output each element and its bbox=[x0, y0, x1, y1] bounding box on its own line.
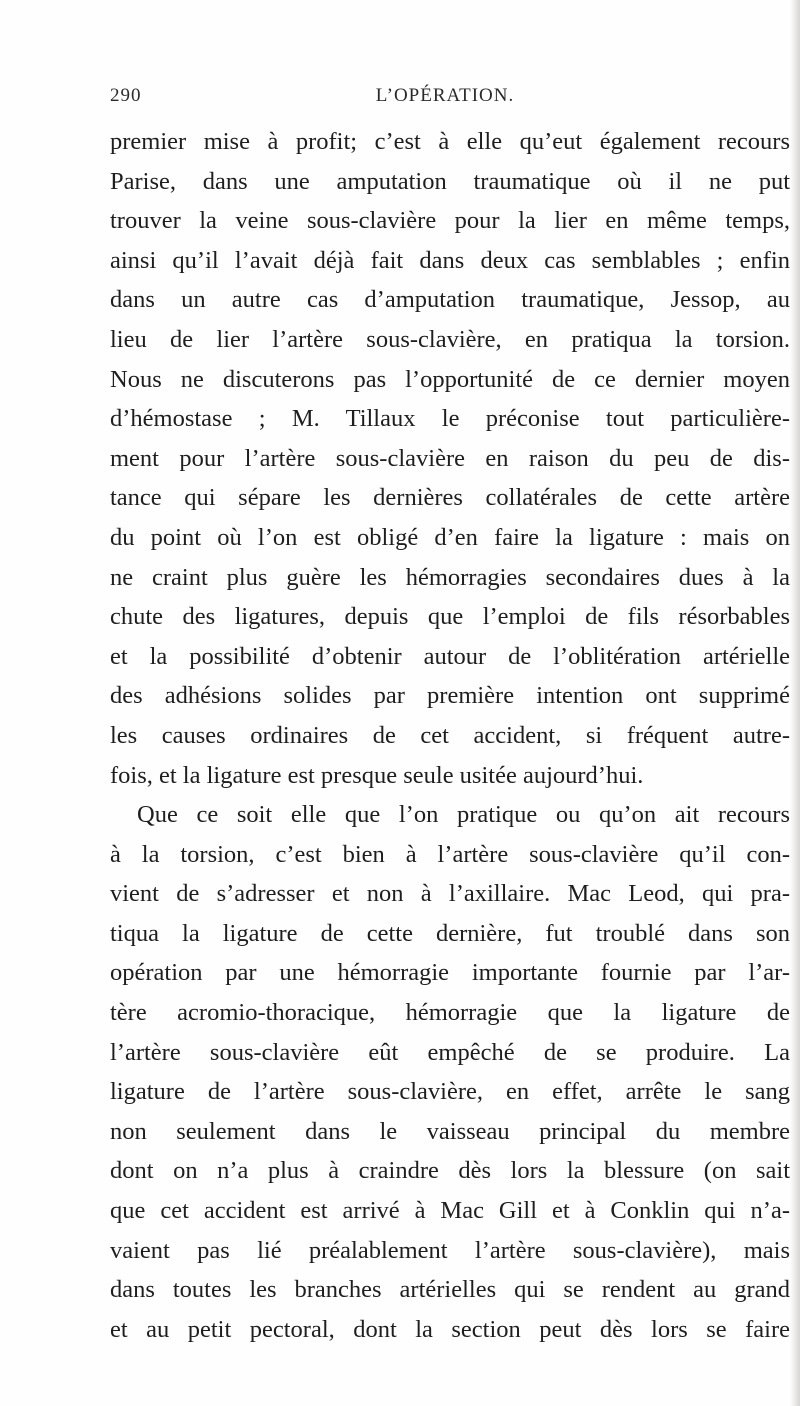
text-line: Nous ne discuterons pas l’opportunité de ce dernier moyen bbox=[110, 365, 790, 393]
text-line: tère acromio-thoracique, hémorragie que la ligature de bbox=[110, 999, 790, 1027]
text-line: non seulement dans le vaisseau principal du membre bbox=[110, 1117, 790, 1145]
text-line: premier mise à profit; c’est à elle qu’eut également recours bbox=[110, 128, 790, 155]
text-line: les causes ordinaires de cet accident, si fréquent autre- bbox=[110, 721, 790, 749]
text-line: ment pour l’artère sous-clavière en raison du peu de dis- bbox=[110, 444, 790, 472]
text-line: et la possibilité d’obtenir autour de l’oblitération artérielle bbox=[110, 642, 790, 670]
text-line: trouver la veine sous-clavière pour la lier en même temps, bbox=[110, 207, 790, 235]
text-line: et au petit pectoral, dont la section peut dès lors se faire bbox=[110, 1315, 790, 1343]
text-line: vient de s’adresser et non à l’axillaire. Mac Leod, qui pra- bbox=[110, 880, 790, 908]
text-line: dans un autre cas d’amputation traumatique, Jessop, au bbox=[110, 286, 790, 314]
text-line: tiqua la ligature de cette dernière, fut troublé dans son bbox=[110, 919, 790, 947]
text-line: ainsi qu’il l’avait déjà fait dans deux cas semblables ; enfin bbox=[110, 246, 790, 274]
text-line: ligature de l’artère sous-clavière, en effet, arrête le sang bbox=[110, 1078, 790, 1106]
text-line: dont on n’a plus à craindre dès lors la blessure (on sait bbox=[110, 1157, 790, 1185]
text-line: d’hémostase ; M. Tillaux le préconise tout particulière- bbox=[110, 405, 790, 433]
text-line: des adhésions solides par première intention ont supprimé bbox=[110, 682, 790, 710]
text-line: chute des ligatures, depuis que l’emploi de fils résorbables bbox=[110, 603, 790, 631]
text-line: que cet accident est arrivé à Mac Gill et à Conklin qui n’a- bbox=[110, 1197, 790, 1225]
text-line: fois, et la ligature est presque seule usitée aujourd’hui. bbox=[110, 761, 644, 789]
text-line: dans toutes les branches artérielles qui se rendent au grand bbox=[110, 1276, 790, 1304]
body-text bbox=[110, 122, 790, 1349]
text-line: lieu de lier l’artère sous-clavière, en pratiqua la torsion. bbox=[110, 325, 790, 353]
page-edge-shadow bbox=[790, 0, 800, 1406]
text-line: Parise, dans une amputation traumatique où il ne put bbox=[110, 167, 790, 195]
text-line: à la torsion, c’est bien à l’artère sous-clavière qu’il con- bbox=[110, 840, 790, 868]
text-line: opération par une hémorragie importante fournie par l’ar- bbox=[110, 959, 790, 987]
text-line: ne craint plus guère les hémorragies secondaires dues à la bbox=[110, 563, 790, 591]
page-number: 290 bbox=[110, 85, 142, 106]
running-title: L’OPÉRATION. bbox=[375, 85, 515, 106]
text-line: tance qui sépare les dernières collatérales de cette artère bbox=[110, 484, 790, 512]
text-line: du point où l’on est obligé d’en faire la ligature : mais on bbox=[110, 523, 790, 551]
page-header bbox=[110, 85, 780, 115]
text-line: l’artère sous-clavière eût empêché de se produire. La bbox=[110, 1038, 790, 1066]
text-line: Que ce soit elle que l’on pratique ou qu’on ait recours bbox=[137, 801, 790, 829]
text-line: vaient pas lié préalablement l’artère sous-clavière), mais bbox=[110, 1236, 790, 1264]
